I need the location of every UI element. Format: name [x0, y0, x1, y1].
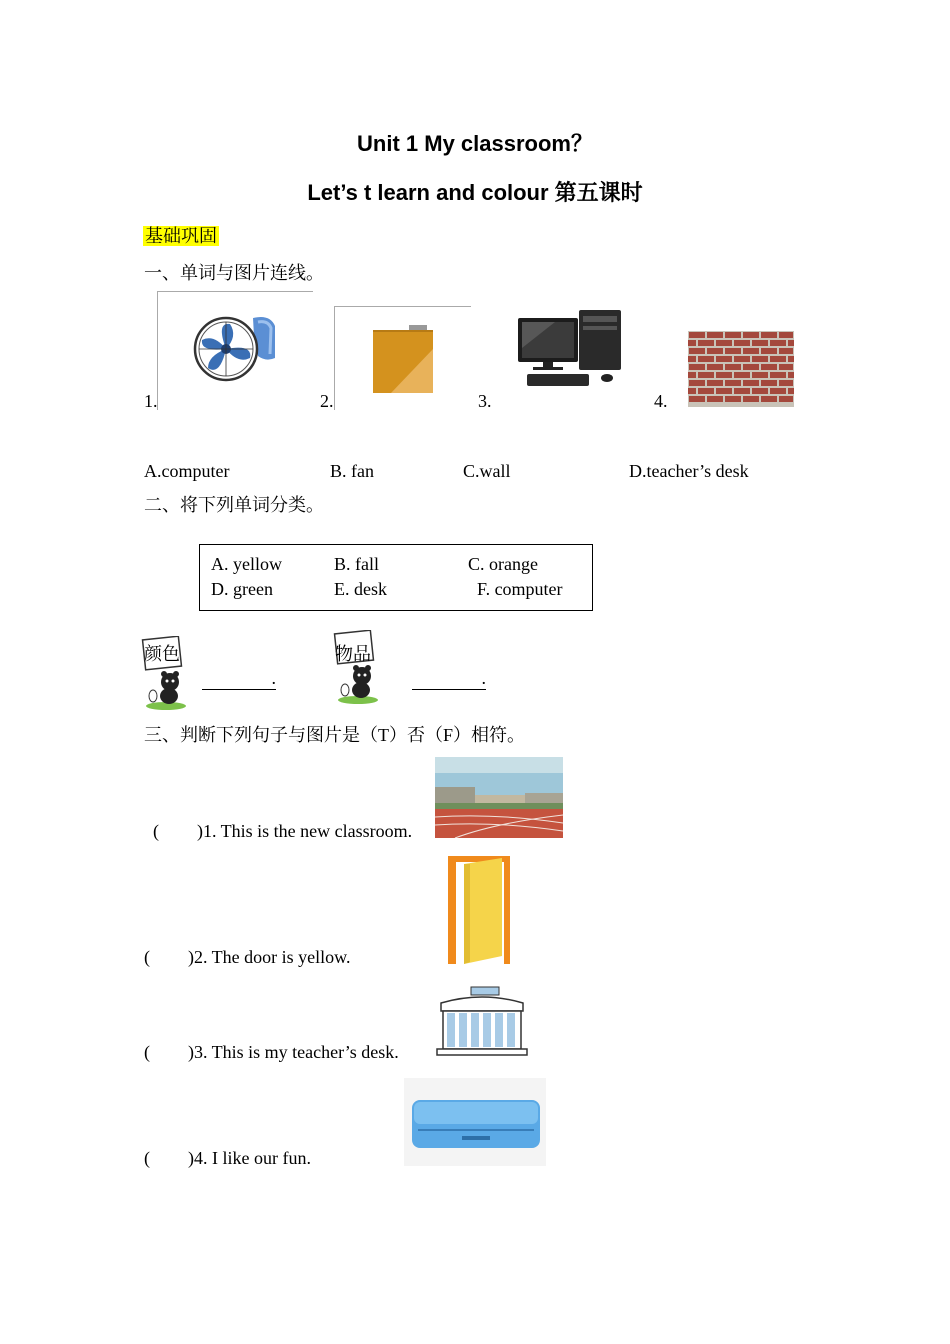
category-blank-color[interactable]: .	[202, 668, 276, 690]
answer-bracket-3[interactable]: ( )3. This is my teacher’s desk.	[144, 1042, 399, 1062]
part1-heading: 一、单词与图片连线。	[144, 263, 324, 283]
category-label-object: 物品	[335, 644, 371, 664]
sentence-3: 3. This is my teacher’s desk.	[194, 1042, 399, 1062]
answer-bracket-2[interactable]: ( )2. The door is yellow.	[144, 947, 351, 967]
answer-bracket-4[interactable]: ( )4. I like our fun.	[144, 1148, 311, 1168]
option-c: C.wall	[463, 461, 511, 481]
word-b: B. fall	[334, 554, 379, 574]
number-2: 2.	[320, 391, 334, 411]
desk-picture	[334, 306, 471, 410]
option-a: A.computer	[144, 461, 230, 481]
number-1: 1.	[144, 391, 158, 411]
category-label-color: 颜色	[144, 644, 180, 664]
option-d: D.teacher’s desk	[629, 461, 749, 481]
sentence-2: 2. The door is yellow.	[194, 947, 351, 967]
word-d: D. green	[211, 579, 273, 599]
page-title: Unit 1 My classroom？	[357, 131, 593, 156]
part3-heading: 三、判断下列句子与图片是（T）否（F）相符。	[144, 725, 526, 745]
option-b: B. fan	[330, 461, 374, 481]
word-f: F. computer	[477, 579, 563, 599]
word-a: A. yellow	[211, 554, 282, 574]
playground-picture	[435, 757, 563, 838]
wall-picture	[688, 331, 794, 407]
page-subtitle: Let’s t learn and colour 第五课时	[307, 180, 643, 205]
sentence-1: 1. This is the new classroom.	[203, 821, 413, 841]
number-3: 3.	[478, 391, 492, 411]
building-picture	[435, 985, 529, 1057]
air-conditioner-picture	[404, 1078, 546, 1166]
fan-picture	[157, 291, 313, 410]
answer-bracket-1[interactable]: ( )1. This is the new classroom.	[153, 821, 413, 841]
number-4: 4.	[654, 391, 668, 411]
word-c: C. orange	[468, 554, 538, 574]
category-blank-object[interactable]: .	[412, 668, 486, 690]
door-picture	[448, 856, 512, 966]
word-e: E. desk	[334, 579, 387, 599]
computer-picture	[515, 308, 625, 390]
part2-heading: 二、将下列单词分类。	[144, 495, 324, 515]
section-tag: 基础巩固	[145, 226, 217, 246]
sentence-4: 4. I like our fun.	[194, 1148, 311, 1168]
